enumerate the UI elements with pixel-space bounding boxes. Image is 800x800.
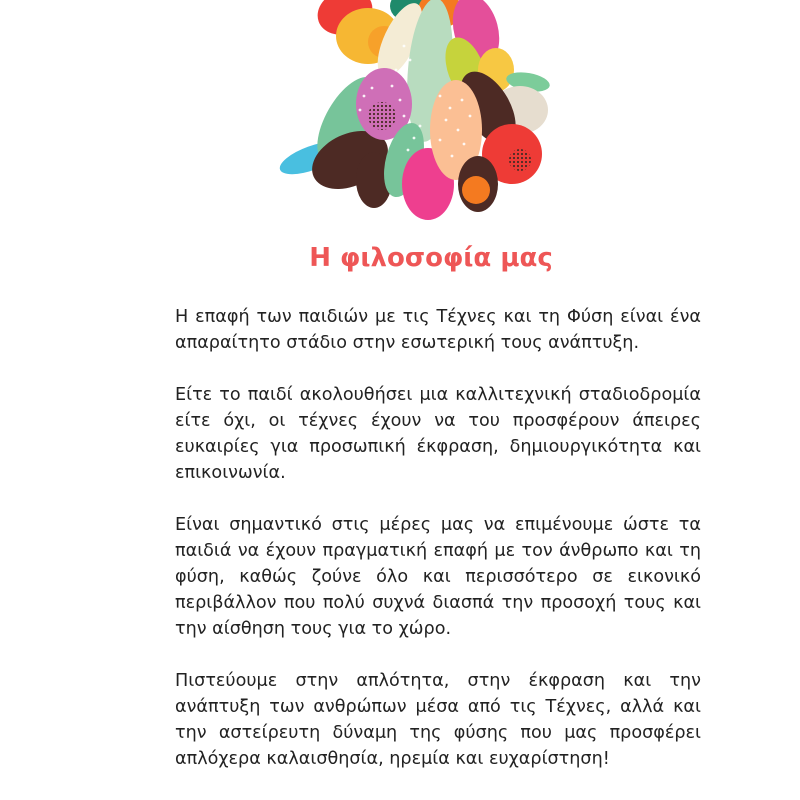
paragraph-2: Είτε το παιδί ακολουθήσει μια καλλιτεχνική σταδιοδρομία είτε όχι, οι τέχνες έχουν να του προσφέρουν άπειρες ευκαιρίες για προσωπική έκφραση, δημιουργικότητα και επικοινωνία.	[175, 385, 701, 483]
page-title: Η φιλοσοφία μας	[309, 243, 553, 273]
colorful-petals-illustration	[270, 0, 560, 225]
paragraph-1: Η επαφή των παιδιών με τις Τέχνες και τη Φύση είναι ένα απαραίτητο στάδιο στην εσωτερική τους ανάπτυξη.	[175, 307, 701, 353]
paragraph-3: Είναι σημαντικό στις μέρες μας να επιμένουμε ώστε τα παιδιά να έχουν πραγματική επαφή με τον άνθρωπο και τη φύση, καθώς ζούνε όλο και περισσότερο σε εικονικό περιβάλλον που πολύ συχνά διασπά την προσοχή τους και την αίσθηση τους για το χώρο.	[175, 515, 701, 639]
paragraph-4: Πιστεύουμε στην απλότητα, στην έκφραση και την ανάπτυξη των ανθρώπων μέσα από τις Τέχνες, αλλά και την αστείρευτη δύναμη της φύσης που μας προσφέρει απλόχερα καλαισθησία, ηρεμία και ευχαρίστηση!	[175, 671, 701, 769]
philosophy-text	[175, 304, 701, 798]
